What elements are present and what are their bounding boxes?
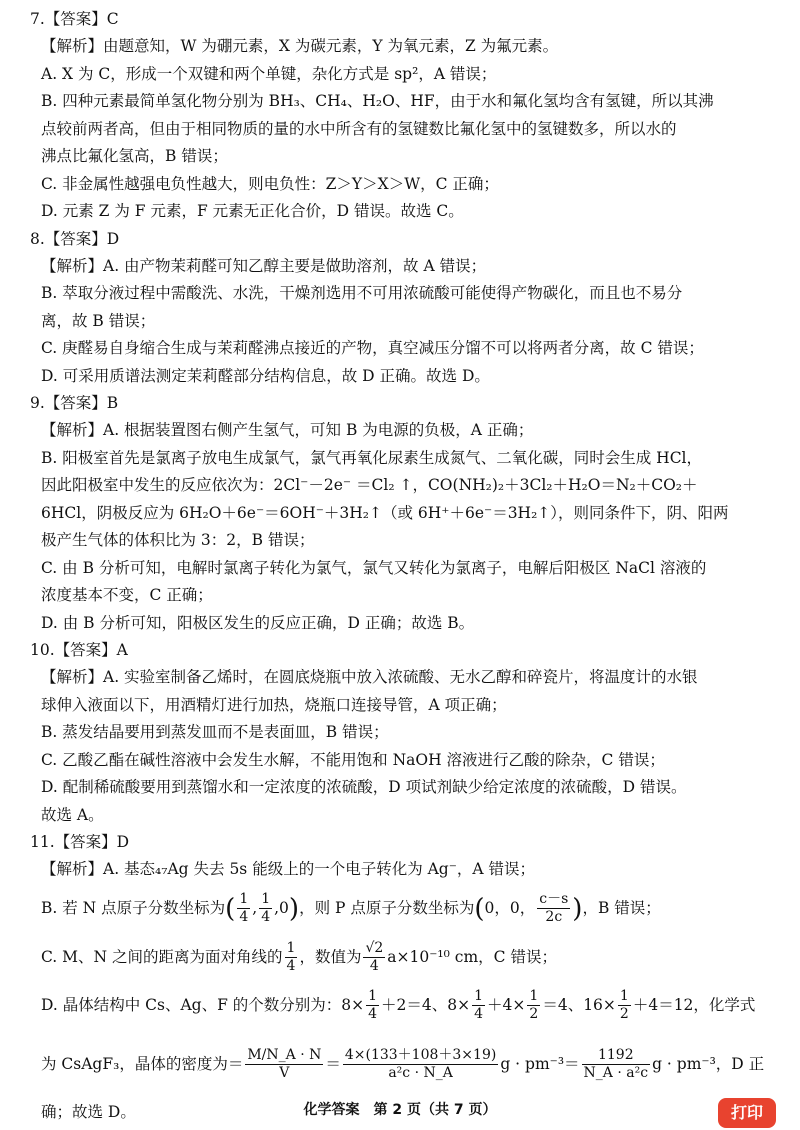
text-line: B. 阳极室首先是氯离子放电生成氯气，氯气再氧化尿素生成氮气、二氧化碳，同时会生成 HCl， bbox=[41, 448, 703, 467]
numerator: 1 bbox=[368, 988, 378, 1004]
text-line: 故选 A。 bbox=[41, 805, 104, 824]
question-9 bbox=[30, 390, 775, 637]
answer-line: 11.【答案】D bbox=[30, 833, 130, 851]
text: a×10⁻¹⁰ cm，C 错误； bbox=[387, 947, 557, 966]
text-line: D. 元素 Z 为 F 元素，F 元素无正化合价，D 错误。故选 C。 bbox=[41, 202, 464, 220]
denominator: 2 bbox=[529, 1006, 539, 1022]
text: D. 晶体结构中 Cs、Ag、F 的个数分别为：8× bbox=[41, 995, 365, 1014]
text: 0 bbox=[279, 898, 289, 917]
text: ，则 P 点原子分数坐标为 bbox=[299, 898, 475, 917]
fraction bbox=[285, 940, 298, 975]
denominator: N_A · a²c bbox=[583, 1065, 649, 1081]
text-line: 点较前两者高，但由于相同物质的量的水中所含有的氢键数比氟化氢中的氢键数多，所以水的 bbox=[41, 119, 677, 138]
numerator: 1 bbox=[286, 940, 296, 956]
paren: ) bbox=[572, 893, 583, 924]
text-line: 球伸入液面以下，用酒精灯进行加热，烧瓶口连接导管，A 项正确； bbox=[41, 695, 507, 714]
text-line: D. 可采用质谱法测定茉莉醛部分结构信息，故 D 正确。故选 D。 bbox=[41, 366, 490, 385]
paren: ( bbox=[225, 893, 236, 924]
text: ＋4× bbox=[487, 995, 526, 1014]
question-8 bbox=[30, 226, 775, 391]
text: 为 CsAgF₃，晶体的密度为＝ bbox=[41, 1054, 244, 1073]
page-footer: 化学答案 第 2 页（共 7 页） bbox=[303, 1102, 497, 1118]
numerator: 1192 bbox=[582, 1047, 651, 1065]
question-7 bbox=[30, 6, 775, 226]
text-line: C. 庚醛易自身缩合生成与茉莉醛沸点接近的产物，真空减压分馏不可以将两者分离，故 C 错误； bbox=[41, 339, 704, 357]
numerator: 4×(133＋108＋3×19) bbox=[344, 1047, 497, 1063]
text-line: 【解析】A. 实验室制备乙烯时，在圆底烧瓶中放入浓硫酸、无水乙醇和碎瓷片，将温度计的水银 bbox=[41, 668, 698, 686]
paren: ) bbox=[288, 893, 300, 924]
text-line: 6HCl，阴极反应为 6H₂O＋6e⁻＝6OH⁻＋3H₂↑（或 6H⁺＋6e⁻＝3H₂↑），则同条件下，阴、阳两 bbox=[41, 503, 729, 522]
text-line: 【解析】A. 基态₄₇Ag 失去 5s 能级上的一个电子转化为 Ag⁻，A 错误； bbox=[41, 860, 536, 878]
text-line: 【解析】A. 根据装置图右侧产生氢气，可知 B 为电源的负极，A 正确； bbox=[41, 421, 534, 439]
text: B. 若 N 点原子分数坐标为 bbox=[41, 898, 226, 917]
text: ，B 错误； bbox=[582, 898, 661, 917]
text: ＝4、16× bbox=[542, 995, 616, 1014]
text-line: C. 非金属性越强电负性越大，则电负性：Z＞Y＞X＞W，C 正确； bbox=[41, 174, 499, 193]
numerator: √2 bbox=[365, 940, 384, 956]
text: ＝ bbox=[325, 1054, 341, 1073]
question-11 bbox=[30, 829, 775, 1126]
denominator: 2 bbox=[619, 1006, 629, 1022]
text: ，数值为 bbox=[299, 947, 362, 966]
denominator: 4 bbox=[369, 958, 379, 974]
numerator: M/N_A · N bbox=[247, 1047, 322, 1063]
text: g · pm⁻³＝ bbox=[500, 1054, 580, 1073]
text-line: 确；故选 D。 bbox=[41, 1102, 136, 1121]
question-10 bbox=[30, 637, 775, 829]
text-line: D. 由 B 分析可知，阳极区发生的反应正确，D 正确；故选 B。 bbox=[41, 613, 475, 632]
numerator: 1 bbox=[239, 891, 249, 907]
text-line: 沸点比氟化氢高，B 错误； bbox=[41, 147, 228, 165]
text-line-distance bbox=[30, 933, 775, 981]
answer-line: 7.【答案】C bbox=[30, 10, 119, 28]
fraction bbox=[363, 940, 385, 975]
answer-line: 8.【答案】D bbox=[30, 229, 120, 248]
text-line: B. 萃取分液过程中需酸洗、水洗，干燥剂选用不可用浓硫酸可能使得产物碳化，而且也不易分 bbox=[41, 284, 683, 302]
numerator: c－s bbox=[539, 891, 569, 907]
fraction bbox=[527, 988, 540, 1023]
fraction bbox=[582, 1047, 651, 1082]
denominator: 4 bbox=[474, 1006, 484, 1022]
denominator: 4 bbox=[286, 958, 296, 974]
text: ＋2＝4、8× bbox=[381, 995, 471, 1014]
denominator: a²c · N_A bbox=[388, 1065, 453, 1081]
text-line: B. 蒸发结晶要用到蒸发皿而不是表面皿，B 错误； bbox=[41, 723, 389, 741]
text-line: C. 由 B 分析可知，电解时氯离子转化为氯气，氯气又转化为氯离子，电解后阳极区 NaCl 溶液的 bbox=[41, 558, 707, 577]
answer-line: 10.【答案】A bbox=[30, 641, 128, 659]
text-line: 浓度基本不变，C 正确； bbox=[41, 586, 213, 604]
text-line: 离，故 B 错误； bbox=[41, 311, 156, 330]
text-line: 因此阳极室中发生的反应依次为：2Cl⁻－2e⁻ ＝Cl₂ ↑，CO(NH₂)₂＋3Cl₂＋H₂O＝N₂＋CO₂＋ bbox=[41, 476, 698, 494]
text: 0，0， bbox=[484, 898, 536, 917]
denominator: V bbox=[279, 1065, 290, 1081]
denominator: 4 bbox=[239, 909, 249, 925]
text: ＋4＝12，化学式 bbox=[632, 995, 756, 1014]
page-content bbox=[30, 6, 775, 1126]
denominator: 2c bbox=[545, 909, 563, 925]
fraction bbox=[366, 988, 379, 1023]
fraction bbox=[237, 891, 250, 926]
numerator: 1 bbox=[261, 891, 271, 907]
denominator: 4 bbox=[368, 1006, 378, 1022]
denominator: 4 bbox=[261, 909, 271, 925]
numerator: 1 bbox=[474, 988, 484, 1004]
answer-line: 9.【答案】B bbox=[30, 394, 119, 412]
fraction bbox=[259, 891, 272, 926]
text-line: D. 配制稀硫酸要用到蒸馏水和一定浓度的浓硫酸，D 项试剂缺少给定浓度的浓硫酸，D 错误。 bbox=[41, 778, 687, 796]
fraction bbox=[472, 988, 485, 1023]
text-line-density bbox=[30, 1029, 775, 1099]
text-line: 【解析】由题意知，W 为硼元素，X 为碳元素，Y 为氧元素，Z 为氟元素。 bbox=[41, 37, 559, 55]
text-line: A. X 为 C，形成一个双键和两个单键，杂化方式是 sp²，A 错误； bbox=[41, 64, 497, 83]
fraction bbox=[245, 1047, 323, 1082]
text-line: 【解析】A. 由产物茉莉醛可知乙醇主要是做助溶剂，故 A 错误； bbox=[41, 256, 487, 275]
text-line: 极产生气体的体积比为 3：2，B 错误； bbox=[41, 531, 315, 549]
text: g · pm⁻³，D 正 bbox=[652, 1054, 765, 1073]
numerator: 1 bbox=[619, 988, 629, 1004]
text-line-coords: B. 若 N 点原子分数坐标为( $\frac{1}{4}$ , $\frac{1}{4}$ ,0)，则 P 点原子分数坐标为(0，0， $\frac{c-s}{2c}$ )，B 错误； bbox=[41, 891, 661, 925]
fraction bbox=[343, 1047, 498, 1082]
fraction bbox=[618, 988, 631, 1023]
text-line: B. 四种元素最简单氢化物分别为 BH₃、CH₄、H₂O、HF，由于水和氟化氢均含有氢键，所以其沸 bbox=[41, 92, 714, 110]
paren: ( bbox=[474, 893, 485, 924]
fraction bbox=[537, 891, 570, 926]
text-line: C. 乙酸乙酯在碱性溶液中会发生水解，不能用饱和 NaOH 溶液进行乙酸的除杂，C 错误； bbox=[41, 750, 665, 769]
print-stamp-button[interactable]: 打印 bbox=[718, 1098, 776, 1128]
text-line-count bbox=[30, 981, 775, 1029]
text: C. M、N 之间的距离为面对角线的 bbox=[41, 947, 283, 966]
numerator: 1 bbox=[529, 988, 539, 1004]
